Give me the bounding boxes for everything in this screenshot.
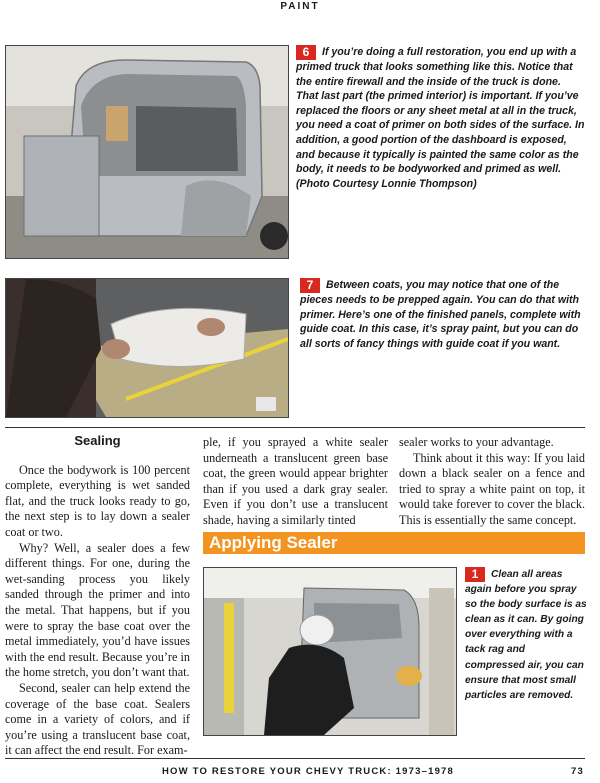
article-column-1 xyxy=(5,433,190,759)
article-column-3 xyxy=(399,435,585,529)
caption-text: If you’re doing a full restoration, you end up with a primed truck that looks something like this. Notice that the entire firewall and the inside of the truck is done. That last part (the primed interior) is important. If you’ve replaced the floors or any sheet metal at all in the truck, you need a coat of primer on both sides of the surface. In addition, a good portion of the dashboard is exposed, and because it typically is painted the same color as the body, it needs to be bodyworked and primed as well. (Photo Courtesy Lonnie Thompson) xyxy=(296,46,585,190)
photo-panel-guide-coat xyxy=(5,278,289,418)
article-column-2 xyxy=(203,435,388,529)
footer-divider xyxy=(5,758,585,759)
applying-sealer-subheading: Applying Sealer xyxy=(203,532,585,554)
section-header: PAINT xyxy=(280,1,320,12)
sealing-heading: Sealing xyxy=(74,433,121,448)
caption-1 xyxy=(465,567,587,703)
page-number: 73 xyxy=(571,766,584,777)
caption-text: Between coats, you may notice that one of the pieces needs to be prepped again. You can do that with primer. Here’s one of the finished panels, complete with guide coat. In this case, it’s spray paint, but you can do all sorts of fancy things with guide coat if you want. xyxy=(300,279,581,350)
caption-7 xyxy=(300,278,586,351)
caption-number-badge: 1 xyxy=(465,567,485,582)
paragraph: sealer works to your advantage. xyxy=(399,435,554,449)
photo-cleaning-truck-door xyxy=(203,567,457,736)
top-divider xyxy=(5,427,585,428)
paragraph: Second, sealer can help extend the coverage of the base coat. Sealers come in a variety of colors, and if you’re using a translucent base coat, it can affect the end result. For exam- xyxy=(5,680,190,758)
paragraph: Once the bodywork is 100 percent complete, everything is wet sanded flat, and the truck looks ready to go, the next step is to lay down a sealer coat or two. xyxy=(5,462,190,539)
paragraph: ple, if you sprayed a white sealer underneath a translucent green base coat, the green would appear brighter than if you used a dark gray sealer. Even if you don’t use a translucent shade, having a similarly tinted xyxy=(203,435,388,527)
photo-primed-truck-cab xyxy=(5,45,289,259)
paragraph: Think about it this way: If you laid down a black sealer on a fence and tried to spray a white paint on top, it would take forever to cover the black. This is essentially the same concept. xyxy=(399,450,585,527)
caption-number-badge: 6 xyxy=(296,45,316,60)
caption-number-badge: 7 xyxy=(300,278,320,293)
paragraph: Why? Well, a sealer does a few different things. For one, during the wet-sanding process you likely sanded through the primer and into the metal. That happens, but if you were to spray the base coat over the metal immediately, you’d have issues with the end result. Because you’re in the home stretch, you don’t want that. xyxy=(5,540,190,680)
caption-text: Clean all areas again before you spray so the body surface is as clean as it can. By going over everything with a tack rag and compressed air, you can ensure that most small particles are removed. xyxy=(465,569,587,701)
caption-6 xyxy=(296,45,586,191)
footer-book-title: HOW TO RESTORE YOUR CHEVY TRUCK: 1973–1978 xyxy=(162,766,455,777)
